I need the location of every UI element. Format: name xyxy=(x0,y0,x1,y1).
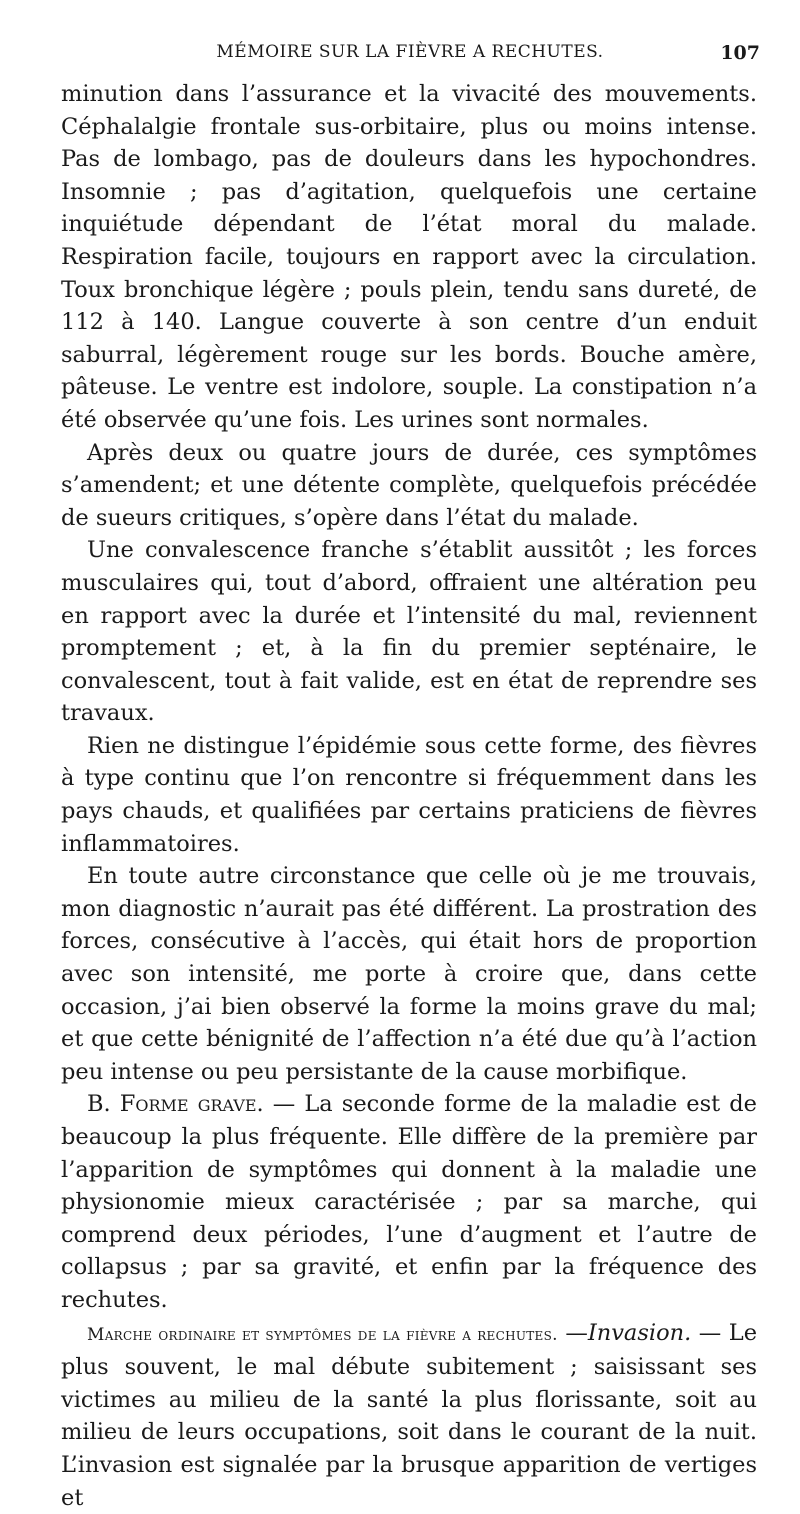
section-heading-marche: Marche ordinaire et symptômes de la fièvre a rechutes. xyxy=(87,1324,558,1345)
heading-dash: — xyxy=(557,1319,588,1346)
paragraph-6-text: — La seconde forme de la maladie est de beaucoup la plus fréquente. Elle diffère de la première par l’apparition de symptômes qui donnent à la maladie une physionomie mieux caractérisée ; par sa marche, qui comprend deux périodes, l’une d’augment et l’autre de collapsus ; par sa gravité, et enfin par la fréquence des rechutes. xyxy=(61,1091,757,1313)
subheading-invasion: Invasion. xyxy=(587,1319,692,1346)
page-header xyxy=(60,42,760,68)
paragraph-1: minution dans l’assurance et la vivacité des mouvements. Céphalalgie frontale sus-orbitaire, plus ou moins intense. Pas de lombago, pas de douleurs dans les hypochondres. Insomnie ; pas d’agitation, quelquefois une certaine inquiétude dépendant de l’état moral du malade. Respiration facile, toujours en rapport avec la circulation. Toux bronchique légère ; pouls plein, tendu sans dureté, de 112 à 140. Langue couverte à son centre d’un enduit saburral, légèrement rouge sur les bords. Bouche amère, pâteuse. Le ventre est indolore, souple. La constipation n’a été observée qu’une fois. Les urines sont normales. xyxy=(61,81,757,433)
body-text xyxy=(61,78,757,1514)
section-label-forme-grave: B. Forme grave. xyxy=(87,1091,264,1118)
paragraph-4: Rien ne distingue l’épidémie sous cette forme, des fièvres à type continu que l’on rencontre si fréquemment dans les pays chauds, et qualifiées par certains praticiens de fièvres inflammatoires. xyxy=(61,732,757,857)
paragraph-7-text: — Le plus souvent, le mal débute subitement ; saisissant ses victimes au milieu de la santé la plus florissante, soit au milieu de leurs occupations, soit dans le courant de la nuit. L’invasion est signalée par la brusque apparition de vertiges et xyxy=(61,1319,758,1511)
running-title: MÉMOIRE SUR LA FIÈVRE A RECHUTES. xyxy=(216,42,604,62)
paragraph-3: Une convalescence franche s’établit aussitôt ; les forces musculaires qui, tout d’abord, offraient une altération peu en rapport avec la durée et l’intensité du mal, reviennent promptement ; et, à la fin du premier septénaire, le convalescent, tout à fait valide, est en état de reprendre ses travaux. xyxy=(61,537,757,727)
paragraph-6 xyxy=(61,1088,757,1316)
paragraph-5: En toute autre circonstance que celle où je me trouvais, mon diagnostic n’aurait pas été différent. La prostration des forces, consécutive à l’accès, qui était hors de proportion avec son intensité, me porte à croire que, dans cette occasion, j’ai bien observé la forme la moins grave du mal; et que cette bénignité de l’affection n’a été due qu’à l’action peu intense ou peu persistante de la cause morbifique. xyxy=(61,863,757,1085)
page-number: 107 xyxy=(720,42,760,64)
paragraph-7 xyxy=(61,1317,757,1514)
paragraph-2: Après deux ou quatre jours de durée, ces symptômes s’amendent; et une détente complète, quelquefois précédée de sueurs critiques, s’opère dans l’état du malade. xyxy=(61,439,757,531)
